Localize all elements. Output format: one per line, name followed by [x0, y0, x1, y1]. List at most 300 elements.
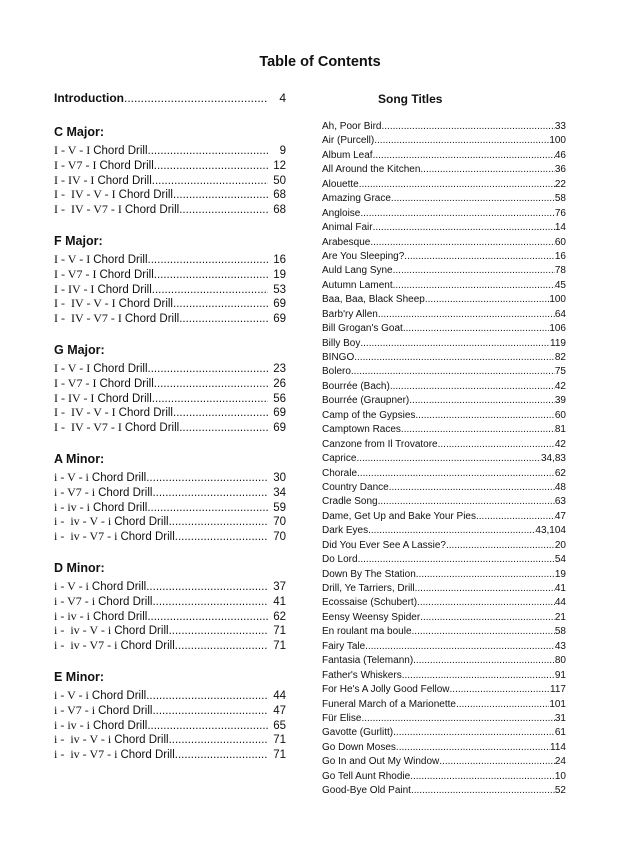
- entry-label: Chord Drill: [114, 734, 169, 747]
- section-heading: A Minor:: [54, 451, 105, 466]
- page-number: 100: [549, 294, 566, 306]
- entry-label: Chord Drill: [124, 422, 180, 435]
- page-number: 24: [554, 756, 566, 768]
- leader-dots: [360, 207, 555, 221]
- leader-dots: [439, 755, 555, 769]
- toc-entry[interactable]: [54, 187, 286, 202]
- leader-dots: [416, 568, 555, 582]
- leader-dots: [365, 640, 555, 654]
- song-title: Für Elise: [322, 712, 362, 724]
- leader-dots: [402, 669, 555, 683]
- page-number: 68: [273, 204, 286, 217]
- page-title: Table of Contents: [259, 54, 381, 70]
- toc-entry[interactable]: [54, 311, 286, 326]
- leader-dots: [413, 654, 555, 668]
- song-title: Canzone from Il Trovatore: [322, 438, 438, 450]
- page-number: 64: [554, 308, 566, 320]
- song-entry[interactable]: [322, 394, 566, 408]
- page-number: 23: [273, 362, 286, 375]
- leader-dots: [361, 712, 554, 726]
- leader-dots: [173, 406, 268, 420]
- leader-dots: [179, 203, 268, 217]
- leader-dots: [403, 322, 549, 336]
- toc-entry[interactable]: [54, 267, 286, 282]
- song-title: Baa, Baa, Black Sheep: [322, 294, 425, 306]
- song-entry[interactable]: [322, 539, 566, 553]
- song-title: Fantasia (Telemann): [322, 655, 414, 667]
- page-number: 69: [273, 407, 286, 420]
- page-number: 68: [273, 189, 286, 202]
- key-section: [54, 560, 286, 653]
- page-number: 62: [273, 610, 286, 623]
- song-entry[interactable]: [322, 149, 566, 163]
- song-title: Down By The Station: [322, 568, 416, 580]
- song-entry[interactable]: [322, 351, 566, 365]
- song-entry[interactable]: [322, 163, 566, 177]
- leader-dots: [368, 524, 535, 538]
- song-entry[interactable]: [322, 467, 566, 481]
- toc-entry[interactable]: [54, 514, 286, 529]
- leader-dots: [147, 501, 268, 515]
- leader-dots: [420, 611, 555, 625]
- leader-dots: [389, 481, 555, 495]
- entry-label: Chord Drill: [99, 268, 154, 281]
- entry-label: Chord Drill: [98, 595, 153, 608]
- toc-entry[interactable]: [54, 282, 286, 297]
- toc-entry[interactable]: [54, 609, 286, 624]
- chord-progression: I - IV - I: [54, 390, 98, 405]
- leader-dots: [412, 625, 555, 639]
- page-number: 59: [273, 501, 286, 514]
- leader-dots: [415, 409, 555, 423]
- page-number: 53: [273, 283, 286, 296]
- leader-dots: [152, 595, 268, 609]
- section-heading: C Major:: [54, 125, 104, 139]
- page-number: 44: [273, 689, 286, 702]
- song-title: Autumn Lament: [322, 279, 393, 291]
- leader-dots: [378, 308, 555, 322]
- page-number: 70: [273, 531, 286, 544]
- page-number: 26: [273, 377, 286, 390]
- song-titles-list: [322, 120, 566, 799]
- song-entry[interactable]: [322, 495, 566, 509]
- song-title: Camp of the Gypsies: [322, 409, 416, 421]
- entry-label: Chord Drill: [97, 392, 152, 405]
- song-entry[interactable]: [322, 741, 566, 755]
- leader-dots: [420, 163, 554, 177]
- page-number: 82: [554, 352, 566, 363]
- toc-entry[interactable]: [54, 420, 286, 435]
- section-heading: F Major:: [54, 233, 103, 248]
- toc-entry[interactable]: [54, 361, 286, 376]
- leader-dots: [175, 530, 268, 544]
- song-title: Animal Fair: [322, 222, 373, 234]
- leader-dots: [148, 362, 268, 376]
- entry-label: Chord Drill: [93, 610, 148, 623]
- page-number: 58: [554, 193, 566, 205]
- toc-entry[interactable]: [54, 252, 286, 267]
- page-number: 78: [554, 265, 566, 277]
- song-entry[interactable]: [322, 438, 566, 452]
- page-number: 22: [554, 178, 566, 190]
- page-number: 10: [554, 770, 566, 782]
- leader-dots: [393, 279, 555, 293]
- toc-entry[interactable]: [54, 485, 286, 500]
- toc-entry[interactable]: [54, 623, 286, 638]
- toc-entry[interactable]: [54, 470, 286, 485]
- page-number: 9: [279, 145, 286, 157]
- page-number: 50: [273, 174, 286, 187]
- song-title: En roulant ma boule: [322, 626, 412, 638]
- song-entry[interactable]: [322, 221, 566, 235]
- leader-dots: [390, 380, 555, 394]
- page-number: 56: [273, 392, 286, 405]
- entry-label: Chord Drill: [98, 704, 153, 717]
- entry-label: Chord Drill: [98, 486, 153, 499]
- page-number: 33: [554, 121, 566, 132]
- song-title: Gavotte (Gurlitt): [322, 727, 394, 739]
- entry-label: Chord Drill: [99, 377, 154, 390]
- song-title: Good-Bye Old Paint: [322, 785, 411, 797]
- chord-progression: I - V - I: [54, 143, 94, 157]
- chord-progression: i - V - i: [54, 687, 92, 702]
- song-entry[interactable]: [322, 596, 566, 610]
- leader-dots: [415, 582, 555, 596]
- song-entry[interactable]: [322, 236, 566, 250]
- page-number: 37: [273, 580, 286, 593]
- song-title: Fairy Tale: [322, 640, 366, 652]
- chord-progression: i - V7 - i: [54, 593, 99, 608]
- leader-dots: [409, 394, 555, 408]
- song-title: All Around the Kitchen: [322, 164, 421, 176]
- page-number: 63: [554, 496, 566, 508]
- page-number: 48: [554, 481, 566, 493]
- page-number: 43,104: [535, 525, 566, 537]
- leader-dots: [446, 539, 555, 553]
- song-title: Ecossaise (Schubert): [322, 597, 418, 609]
- song-entry[interactable]: [322, 423, 566, 437]
- leader-dots: [152, 174, 268, 188]
- song-entry[interactable]: [322, 409, 566, 423]
- toc-entry[interactable]: [54, 158, 286, 173]
- entry-label: Chord Drill: [91, 689, 147, 702]
- song-title: Are You Sleeping?: [322, 250, 405, 262]
- entry-label: Chord Drill: [118, 407, 173, 420]
- entry-label: Chord Drill: [91, 471, 147, 484]
- page-number: 14: [554, 222, 566, 234]
- page-number: 44: [554, 597, 566, 609]
- song-title: Dame, Get Up and Bake Your Pies: [322, 510, 476, 522]
- song-title: Barb'ry Allen: [322, 308, 378, 320]
- leader-dots: [175, 748, 268, 762]
- leader-dots: [370, 236, 555, 250]
- page-number: 100: [549, 135, 566, 147]
- leader-dots: [146, 689, 268, 703]
- leader-dots: [148, 144, 268, 158]
- toc-entry[interactable]: [54, 173, 286, 188]
- leader-dots: [450, 683, 551, 697]
- song-title: Auld Lang Syne: [322, 265, 393, 277]
- leader-dots: [152, 392, 268, 406]
- song-title: For He's A Jolly Good Fellow: [322, 684, 450, 696]
- song-title: Album Leaf: [322, 149, 373, 161]
- song-entry[interactable]: [322, 293, 566, 307]
- leader-dots: [456, 698, 549, 712]
- song-entry[interactable]: [322, 207, 566, 221]
- page-number: 21: [554, 611, 566, 623]
- entry-label: Chord Drill: [93, 501, 148, 514]
- section-heading: G Major:: [54, 342, 105, 357]
- song-entry[interactable]: [322, 611, 566, 625]
- page-number: 69: [273, 313, 286, 326]
- page-number: 47: [554, 510, 566, 522]
- song-entry[interactable]: [322, 654, 566, 668]
- page-number: 71: [273, 640, 286, 653]
- chord-progression: I - V - I: [54, 360, 94, 375]
- song-title: Caprice: [322, 453, 357, 465]
- song-entry[interactable]: [322, 524, 566, 538]
- page-number: 81: [554, 424, 566, 436]
- page-number: 71: [273, 734, 286, 747]
- song-entry[interactable]: [322, 698, 566, 712]
- song-entry[interactable]: [322, 120, 566, 134]
- leader-dots: [393, 264, 555, 278]
- toc-entry[interactable]: [54, 638, 286, 653]
- leader-dots: [179, 312, 268, 326]
- song-entry[interactable]: [322, 784, 566, 798]
- page-number: 119: [550, 337, 566, 349]
- page-number: 54: [554, 554, 566, 566]
- song-title: BINGO: [322, 352, 355, 363]
- page-number: 70: [273, 516, 286, 529]
- key-section: [54, 451, 286, 544]
- entry-label: Chord Drill: [114, 625, 169, 638]
- entry-label: Chord Drill: [97, 283, 152, 296]
- leader-dots: [179, 421, 268, 435]
- entry-label: Chord Drill: [120, 749, 175, 762]
- page-number: 34,83: [540, 453, 566, 465]
- leader-dots: [438, 438, 555, 452]
- song-entry[interactable]: [322, 279, 566, 293]
- song-entry[interactable]: [322, 322, 566, 336]
- chord-progression: i - V - i: [54, 578, 92, 593]
- leader-dots: [381, 120, 554, 134]
- entry-label: Chord Drill: [114, 516, 169, 529]
- page-number: 69: [273, 298, 286, 311]
- key-section: [54, 233, 286, 326]
- toc-entry[interactable]: [54, 405, 286, 420]
- toc-entry[interactable]: [54, 202, 286, 217]
- leader-dots: [378, 495, 555, 509]
- song-entry[interactable]: [322, 510, 566, 524]
- page-number: 42: [554, 380, 566, 392]
- song-entry[interactable]: [322, 250, 566, 264]
- toc-entry[interactable]: [54, 376, 286, 391]
- leader-dots: [173, 188, 268, 202]
- page-number: 39: [554, 395, 566, 407]
- song-title: Cradle Song: [322, 496, 378, 508]
- toc-entry[interactable]: [54, 688, 286, 703]
- leader-dots: [169, 733, 268, 747]
- leader-dots: [373, 221, 555, 235]
- chord-progression: I - IV - V - I: [54, 187, 119, 202]
- page-number: 41: [273, 595, 286, 608]
- toc-entry[interactable]: [54, 703, 286, 718]
- song-entry[interactable]: [322, 640, 566, 654]
- entry-label: Chord Drill: [120, 640, 175, 653]
- leader-dots: [175, 639, 268, 653]
- song-title: Do Lord: [322, 554, 358, 566]
- song-entry[interactable]: [322, 264, 566, 278]
- song-entry[interactable]: [322, 712, 566, 726]
- chord-progression: i - iv - i: [54, 608, 93, 623]
- leader-dots: [147, 610, 268, 624]
- toc-entry[interactable]: [54, 529, 286, 544]
- song-entry[interactable]: [322, 308, 566, 322]
- song-entry[interactable]: [322, 365, 566, 379]
- leader-dots: [425, 293, 549, 307]
- page-number: 36: [554, 164, 566, 176]
- leader-dots: [358, 553, 555, 567]
- chord-progression: I - IV - V7 - I: [54, 202, 125, 217]
- song-title: Chorale: [322, 467, 358, 479]
- page-number: 117: [550, 684, 566, 696]
- leader-dots: [124, 91, 268, 105]
- song-titles-heading: Song Titles: [378, 92, 443, 106]
- leader-dots: [147, 719, 268, 733]
- song-title: Alouette: [322, 178, 359, 190]
- leader-dots: [146, 471, 268, 485]
- chord-progression: i - iv - V - i: [54, 732, 115, 747]
- song-entry[interactable]: [322, 726, 566, 740]
- song-entry[interactable]: [322, 669, 566, 683]
- chord-progression: I - IV - V7 - I: [54, 311, 125, 326]
- page-number: 43: [554, 640, 566, 652]
- introduction-page: 4: [279, 91, 286, 105]
- toc-entry[interactable]: [54, 500, 286, 515]
- chord-progression: I - IV - I: [54, 281, 98, 296]
- leader-dots: [152, 704, 268, 718]
- toc-entry[interactable]: [54, 391, 286, 406]
- chord-progression: I - IV - V - I: [54, 296, 119, 311]
- chord-progression: I - V7 - I: [54, 266, 100, 281]
- leader-dots: [354, 351, 555, 365]
- leader-dots: [417, 596, 555, 610]
- song-entry[interactable]: [322, 625, 566, 639]
- toc-entry[interactable]: [54, 732, 286, 747]
- page-number: 76: [554, 207, 566, 219]
- leader-dots: [373, 149, 555, 163]
- song-entry[interactable]: [322, 134, 566, 148]
- toc-entry[interactable]: [54, 143, 286, 158]
- entry-label: Chord Drill: [91, 580, 147, 593]
- page-number: 45: [554, 279, 566, 291]
- entry-label: Chord Drill: [99, 159, 154, 172]
- page-number: 31: [554, 712, 566, 724]
- chord-progression: I - V7 - I: [54, 157, 100, 172]
- leader-dots: [169, 624, 268, 638]
- leader-dots: [173, 297, 268, 311]
- song-entry[interactable]: [322, 192, 566, 206]
- page-number: 47: [273, 704, 286, 717]
- section-heading: E Minor:: [54, 669, 104, 684]
- page-number: 19: [554, 568, 566, 580]
- page-number: 75: [554, 366, 566, 378]
- entry-label: Chord Drill: [124, 313, 180, 326]
- page-number: 80: [554, 655, 566, 667]
- toc-entry[interactable]: [54, 718, 286, 733]
- leader-dots: [393, 726, 555, 740]
- chord-progression: i - iv - i: [54, 499, 93, 514]
- page-number: 114: [550, 741, 566, 753]
- leader-dots: [154, 377, 268, 391]
- song-title: Amazing Grace: [322, 193, 391, 205]
- page-number: 71: [273, 749, 286, 762]
- leader-dots: [169, 515, 268, 529]
- leader-dots: [401, 423, 555, 437]
- toc-entry[interactable]: [54, 747, 286, 762]
- leader-dots: [148, 253, 268, 267]
- song-title: Father's Whiskers: [322, 669, 402, 681]
- toc-entry[interactable]: [54, 296, 286, 311]
- song-title: Country Dance: [322, 481, 389, 493]
- key-section: [54, 342, 286, 435]
- song-entry[interactable]: [322, 481, 566, 495]
- introduction-label: Introduction: [54, 91, 124, 105]
- chord-progression: I - IV - V7 - I: [54, 420, 125, 435]
- leader-dots: [152, 283, 268, 297]
- page-number: 16: [554, 250, 566, 262]
- leader-dots: [410, 770, 555, 784]
- leader-dots: [396, 741, 550, 755]
- song-title: Go Tell Aunt Rhodie: [322, 770, 411, 782]
- song-title: Go Down Moses: [322, 741, 396, 753]
- chord-progression: I - V - I: [54, 251, 94, 266]
- chord-progression: i - iv - V - i: [54, 514, 115, 529]
- toc-entry[interactable]: [54, 594, 286, 609]
- page-number: 69: [273, 422, 286, 435]
- page-number: 101: [549, 698, 566, 710]
- entry-label: Chord Drill: [93, 145, 148, 157]
- chord-progression: i - V - i: [54, 469, 92, 484]
- song-entry[interactable]: [322, 178, 566, 192]
- song-title: Funeral March of a Marionette: [322, 698, 456, 710]
- page-number: 30: [273, 471, 286, 484]
- song-entry[interactable]: [322, 337, 566, 351]
- chord-progression: i - iv - V7 - i: [54, 747, 121, 762]
- song-entry[interactable]: [322, 770, 566, 784]
- toc-entry[interactable]: [54, 579, 286, 594]
- page-number: 61: [554, 727, 566, 739]
- chord-progression: I - IV - V - I: [54, 405, 119, 420]
- song-entry[interactable]: [322, 568, 566, 582]
- song-entry[interactable]: [322, 553, 566, 567]
- song-entry[interactable]: [322, 452, 566, 466]
- song-entry[interactable]: [322, 380, 566, 394]
- song-entry[interactable]: [322, 755, 566, 769]
- entry-label: Chord Drill: [97, 174, 152, 187]
- leader-dots: [146, 580, 268, 594]
- page-number: 58: [554, 626, 566, 638]
- chord-progression: i - iv - V7 - i: [54, 529, 121, 544]
- page-number: 62: [554, 467, 566, 479]
- leader-dots: [476, 510, 555, 524]
- song-entry[interactable]: [322, 683, 566, 697]
- song-entry[interactable]: [322, 582, 566, 596]
- song-title: Camptown Races: [322, 424, 401, 436]
- page-number: 60: [554, 409, 566, 421]
- introduction-entry[interactable]: [54, 91, 286, 105]
